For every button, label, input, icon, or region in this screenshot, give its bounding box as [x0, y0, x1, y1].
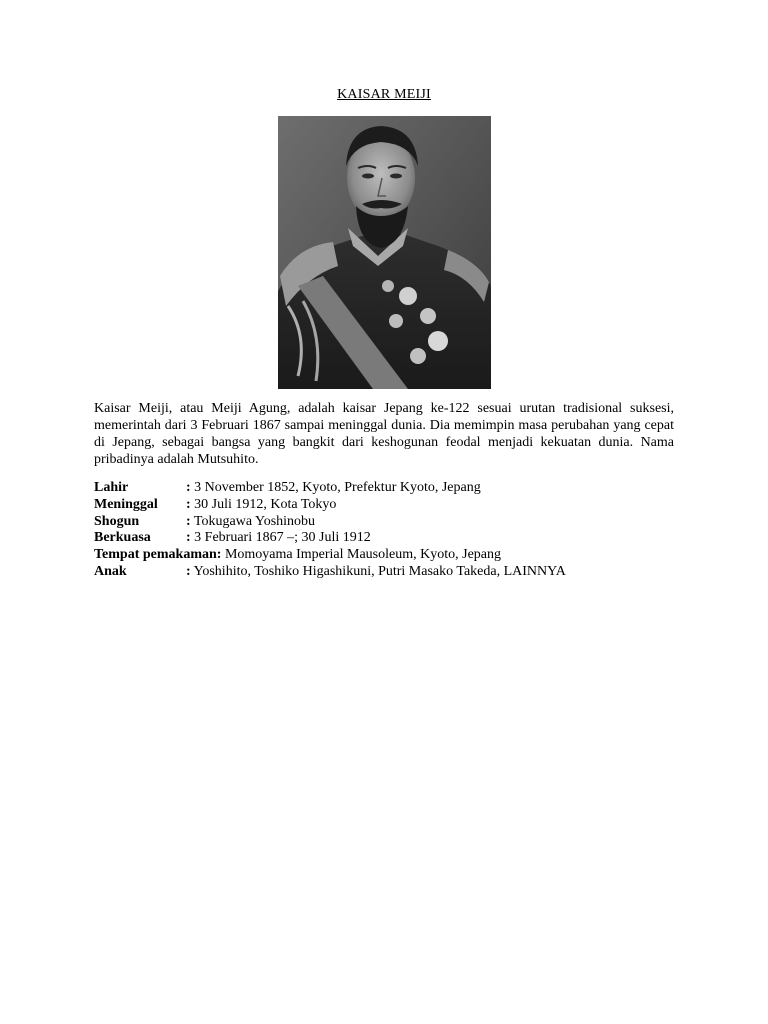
fact-value: Yoshihito, Toshiko Higashikuni, Putri Masako Takeda, LAINNYA [190, 563, 566, 579]
fact-value: Momoyama Imperial Mausoleum, Kyoto, Jepang [221, 547, 501, 563]
portrait-photo [278, 116, 491, 389]
fact-label: Shogun [94, 513, 140, 529]
fact-row-tempat-pemakaman [94, 547, 694, 564]
document-title: KAISAR MEIJI [337, 87, 431, 102]
fact-value: Tokugawa Yoshinobu [190, 513, 316, 529]
fact-label: Meninggal [94, 496, 158, 512]
fact-colon: : [186, 496, 191, 512]
fact-label: Berkuasa [94, 530, 151, 546]
fact-row-meninggal [94, 497, 694, 514]
fact-row-shogun [94, 514, 694, 531]
fact-colon: : [186, 480, 191, 495]
fact-colon: : [186, 563, 191, 579]
fact-row-anak [94, 564, 694, 581]
fact-label: Tempat pemakaman: [94, 547, 222, 563]
biography-paragraph: Kaisar Meiji, atau Meiji Agung, adalah kaisar Jepang ke-122 sesuai urutan tradisional suksesi, memerintah dari 3 Februari 1867 sampai meninggal dunia. Dia memimpin masa perubahan yang cepat di Jepang, sebagai bangsa yang bangkit dari keshogunan feodal menjadi kekuatan dunia. Nama pribadinya adalah Mutsuhito. [94, 401, 674, 467]
fact-colon: : [186, 513, 191, 529]
fact-value: 3 Februari 1867 –; 30 Juli 1912 [190, 530, 371, 546]
fact-row-berkuasa [94, 530, 694, 547]
fact-colon: : [186, 530, 191, 546]
fact-label: Anak [94, 563, 127, 579]
fact-label: Lahir [94, 480, 129, 495]
fact-value: 30 Juli 1912, Kota Tokyo [190, 496, 337, 512]
fact-row-lahir [94, 480, 694, 497]
facts-list [94, 480, 694, 581]
fact-value: 3 November 1852, Kyoto, Prefektur Kyoto, Jepang [190, 480, 481, 495]
